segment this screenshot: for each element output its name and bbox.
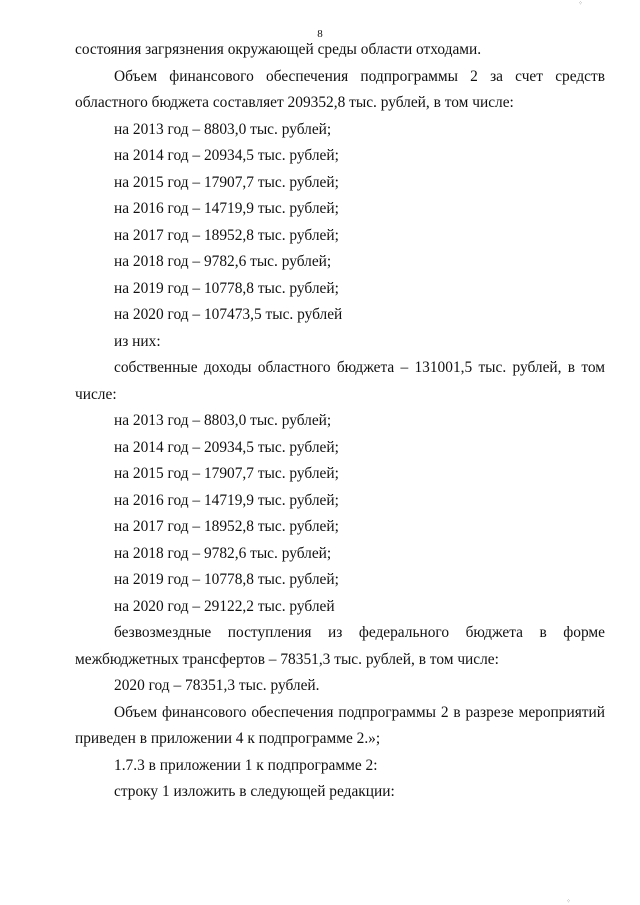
text-line: на 2016 год – 14719,9 тыс. рублей; <box>114 491 339 509</box>
text-line: Объем финансового обеспечения подпрограммы 2 за счет средств <box>114 67 605 85</box>
page-number: 8 <box>317 28 323 40</box>
text-line: межбюджетных трансфертов – 78351,3 тыс. рублей, в том числе: <box>75 650 499 668</box>
text-line: Объем финансового обеспечения подпрограммы 2 в разрезе мероприятий <box>114 703 605 721</box>
text-line: 2020 год – 78351,3 тыс. рублей. <box>114 677 320 694</box>
text-line: областного бюджета составляет 209352,8 тыс. рублей, в том числе: <box>75 94 514 111</box>
text-line: собственные доходы областного бюджета – 131001,5 тыс. рублей, в том <box>114 359 605 376</box>
scan-mark-bottom: ⁘ <box>566 899 572 905</box>
text-line: на 2017 год – 18952,8 тыс. рублей; <box>114 518 339 535</box>
scan-mark-top: ⁘ <box>578 1 584 7</box>
text-line: строку 1 изложить в следующей редакции: <box>114 783 395 800</box>
text-line: на 2014 год – 20934,5 тыс. рублей; <box>114 147 339 164</box>
text-line: на 2015 год – 17907,7 тыс. рублей; <box>114 465 339 482</box>
text-line: состояния загрязнения окружающей среды области отходами. <box>75 41 482 58</box>
text-line: на 2014 год – 20934,5 тыс. рублей; <box>114 438 339 456</box>
text-line: на 2018 год – 9782,6 тыс. рублей; <box>114 544 332 562</box>
text-line: приведен в приложении 4 к подпрограмме 2.»; <box>75 730 381 747</box>
text-line: 1.7.3 в приложении 1 к подпрограмме 2: <box>114 756 378 774</box>
text-line: безвозмездные поступления из федерального бюджета в форме <box>114 624 605 641</box>
text-line: на 2016 год – 14719,9 тыс. рублей; <box>114 200 339 217</box>
text-line: на 2019 год – 10778,8 тыс. рублей; <box>114 571 339 588</box>
text-line: числе: <box>75 385 117 403</box>
document-body <box>75 37 605 806</box>
text-line: из них: <box>114 332 161 350</box>
text-line: на 2013 год – 8803,0 тыс. рублей; <box>114 412 332 429</box>
text-line: на 2018 год – 9782,6 тыс. рублей; <box>114 253 332 270</box>
text-line: на 2020 год – 107473,5 тыс. рублей <box>114 306 343 323</box>
text-line: на 2015 год – 17907,7 тыс. рублей; <box>114 173 339 191</box>
text-line: на 2019 год – 10778,8 тыс. рублей; <box>114 279 339 297</box>
text-line: на 2013 год – 8803,0 тыс. рублей; <box>114 120 332 138</box>
text-line: на 2020 год – 29122,2 тыс. рублей <box>114 597 335 615</box>
text-line: на 2017 год – 18952,8 тыс. рублей; <box>114 226 339 244</box>
